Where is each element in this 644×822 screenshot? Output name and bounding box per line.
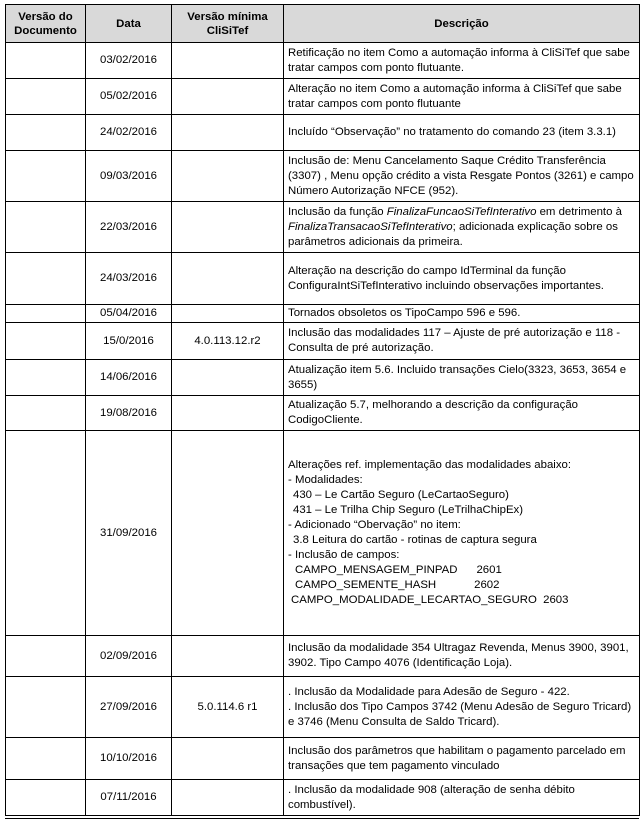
description-cell (284, 396, 640, 431)
date-cell: 19/08/2016 (86, 396, 172, 431)
header-min-version: Versão mínima CliSiTef (172, 5, 284, 43)
min-version-cell (172, 115, 284, 151)
description-cell (284, 79, 640, 115)
min-version-cell (172, 202, 284, 253)
description-text: . Inclusão da modalidade 908 (alteração de senha débito combustível). (288, 783, 575, 811)
description-text: Inclusão das modalidades 117 – Ajuste de pré autorização e 118 -Consulta de pré autorização. (288, 327, 621, 354)
description-line: 3.8 Leitura do cartão - rotinas de captura segura (293, 534, 537, 546)
min-version-cell (172, 431, 284, 636)
date-cell: 10/10/2016 (86, 738, 172, 780)
header-description: Descrição (284, 5, 640, 43)
description-text: Alteração na descrição do campo IdTerminal da função ConfiguraIntSiTefInterativo incluindo observações importantes. (288, 264, 604, 292)
description-text-part: em detrimento à (536, 205, 622, 218)
table-header-row (6, 5, 640, 43)
date-cell: 22/03/2016 (86, 202, 172, 253)
version-cell (6, 151, 86, 202)
table-row (6, 738, 640, 780)
description-line: 431 – Le Trilha Chip Seguro (LeTrilhaChipEx) (293, 504, 524, 516)
description-cell (284, 202, 640, 253)
description-line: . Inclusão da Modalidade para Adesão de Seguro - 422. (288, 685, 570, 698)
table-row (6, 323, 640, 360)
table-row (6, 79, 640, 115)
date-cell: 05/02/2016 (86, 79, 172, 115)
min-version-cell (172, 305, 284, 323)
description-line: 430 – Le Cartão Seguro (LeCartaoSeguro) (293, 489, 509, 501)
version-cell (6, 677, 86, 738)
description-cell (284, 305, 640, 323)
table-row (6, 202, 640, 253)
date-cell: 27/09/2016 (86, 677, 172, 738)
date-cell: 02/09/2016 (86, 636, 172, 677)
date-cell: 05/04/2016 (86, 305, 172, 323)
version-cell (6, 115, 86, 151)
version-cell (6, 305, 86, 323)
description-text: Incluído “Observação” no tratamento do comando 23 (item 3.3.1) (288, 126, 616, 138)
version-cell (6, 431, 86, 636)
description-cell (284, 431, 640, 636)
version-cell (6, 43, 86, 79)
date-cell: 31/09/2016 (86, 431, 172, 636)
revision-history-table (5, 4, 640, 816)
version-cell (6, 79, 86, 115)
header-date: Data (86, 5, 172, 43)
description-text: Inclusão dos parâmetros que habilitam o pagamento parcelado em transações que tem pagamento vinculado (288, 744, 626, 772)
description-line: - Modalidades: (288, 474, 363, 486)
description-text: Inclusão da modalidade 354 Ultragaz Revenda, Menus 3900, 3901, 3902. Tipo Campo 4076 (Identificação Loja). (288, 642, 629, 669)
table-row (6, 115, 640, 151)
description-cell (284, 677, 640, 738)
date-cell: 15/0/2016 (86, 323, 172, 360)
min-version-cell (172, 636, 284, 677)
min-version-cell (172, 79, 284, 115)
date-cell: 09/03/2016 (86, 151, 172, 202)
min-version-cell (172, 396, 284, 431)
min-version-cell (172, 780, 284, 816)
description-text: Alteração no item Como a automação informa à CliSiTef que sabe tratar campos com ponto flutuante (288, 82, 622, 110)
version-cell (6, 396, 86, 431)
description-text: Atualização 5.7, melhorando a descrição da configuração CodigoCliente. (288, 399, 579, 426)
description-line: - Adicionado “Obervação” no item: (288, 519, 461, 531)
description-text: Atualização item 5.6. Incluido transações Cielo(3323, 3653, 3654 e 3655) (288, 363, 627, 391)
table-row (6, 360, 640, 396)
version-cell (6, 360, 86, 396)
table-row (6, 677, 640, 738)
description-cell (284, 43, 640, 79)
description-line: Alterações ref. implementação das modalidades abaixo: (288, 459, 572, 471)
table-row (6, 43, 640, 79)
min-version-cell (172, 151, 284, 202)
description-text: Inclusão de: Menu Cancelamento Saque Crédito Transferência (3307) , Menu opção crédito a vista Resgate Pontos (3261) e campo Número Autorização NFCE (952). (288, 154, 634, 197)
description-cell (284, 253, 640, 305)
version-cell (6, 202, 86, 253)
table-row (6, 780, 640, 816)
revision-history (5, 4, 639, 816)
date-cell: 24/03/2016 (86, 253, 172, 305)
version-cell (6, 780, 86, 816)
description-cell (284, 360, 640, 396)
min-version-cell: 4.0.113.12.r2 (172, 323, 284, 360)
table-row (6, 151, 640, 202)
date-cell: 03/02/2016 (86, 43, 172, 79)
description-text-part: Inclusão da função (288, 205, 387, 218)
description-text: Retificação no item Como a automação informa à CliSiTef que sabe tratar campos com ponto flutuante. (288, 46, 630, 74)
table-row (6, 253, 640, 305)
description-cell (284, 323, 640, 360)
description-cell (284, 780, 640, 816)
table-row (6, 396, 640, 431)
function-name: FinalizaTransacaoSiTefInterativo (288, 220, 453, 233)
version-cell (6, 636, 86, 677)
description-text: Tornados obsoletos os TipoCampo 596 e 596. (288, 307, 521, 319)
table-row (6, 305, 640, 323)
min-version-cell: 5.0.114.6 r1 (172, 677, 284, 738)
description-cell (284, 738, 640, 780)
header-document-version: Versão do Documento (6, 5, 86, 43)
description-line: - Inclusão de campos: (288, 549, 400, 561)
description-text-part: ; adicionada explicação sobre os parâmetros adicionais da primeira. (288, 220, 618, 248)
min-version-cell (172, 43, 284, 79)
description-line: CAMPO_MODALIDADE_LECARTAO_SEGURO 2603 (291, 594, 569, 606)
table-row (6, 431, 640, 636)
date-cell: 14/06/2016 (86, 360, 172, 396)
description-line: . Inclusão dos Tipo Campos 3742 (Menu Adesão de Seguro Tricard) e 3746 (Menu Consulta de Saldo Tricard). (288, 700, 632, 728)
description-text (288, 205, 635, 250)
version-cell (6, 323, 86, 360)
description-cell (284, 636, 640, 677)
version-cell (6, 253, 86, 305)
page-bottom-rule (5, 818, 639, 819)
min-version-cell (172, 253, 284, 305)
description-cell (284, 151, 640, 202)
table-row (6, 636, 640, 677)
min-version-cell (172, 360, 284, 396)
min-version-cell (172, 738, 284, 780)
description-line: CAMPO_MENSAGEM_PINPAD 2601 (295, 564, 502, 576)
description-line: CAMPO_SEMENTE_HASH 2602 (295, 579, 500, 591)
version-cell (6, 738, 86, 780)
date-cell: 07/11/2016 (86, 780, 172, 816)
function-name: FinalizaFuncaoSiTefInterativo (386, 205, 537, 218)
date-cell: 24/02/2016 (86, 115, 172, 151)
description-cell (284, 115, 640, 151)
